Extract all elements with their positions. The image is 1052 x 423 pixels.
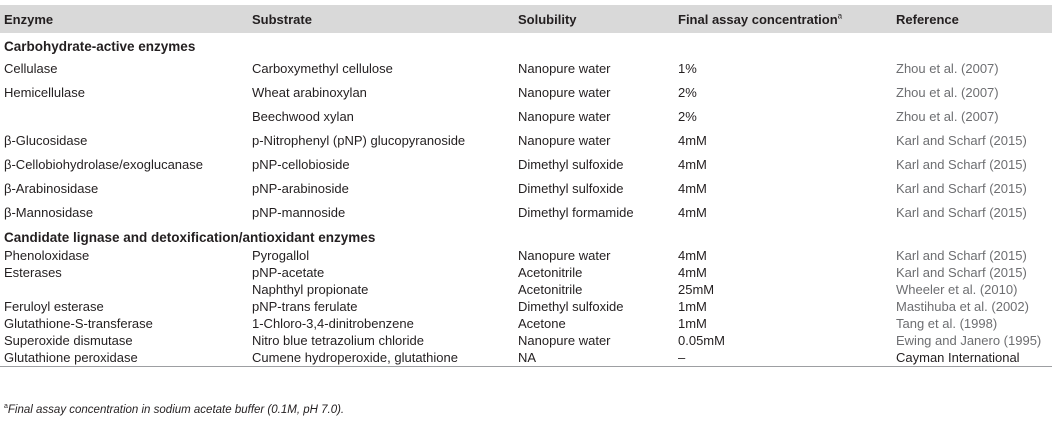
table-row	[0, 298, 1052, 315]
cell-reference: Zhou et al. (2007)	[896, 84, 999, 100]
cell-concentration: 0.05mM	[678, 333, 725, 348]
cell-solubility: Nanopure water	[518, 132, 611, 148]
footnote-mark: a	[4, 403, 8, 411]
cell-substrate: Carboxymethyl cellulose	[252, 60, 393, 76]
table-row	[0, 56, 1052, 80]
table-row	[0, 128, 1052, 152]
cell-solubility: Nanopure water	[518, 108, 611, 124]
cell-reference: Zhou et al. (2007)	[896, 60, 999, 76]
cell-reference: Wheeler et al. (2010)	[896, 282, 1018, 297]
header-concentration	[674, 5, 892, 33]
cell-reference: Zhou et al. (2007)	[896, 108, 999, 124]
cell-substrate: Naphthyl propionate	[252, 282, 369, 297]
cell-enzyme: β-Mannosidase	[4, 204, 94, 220]
cell-enzyme: Esterases	[4, 265, 62, 280]
cell-substrate: Nitro blue tetrazolium chloride	[252, 333, 424, 348]
table-row	[0, 281, 1052, 298]
section-title: Candidate lignase and detoxification/antioxidant enzymes	[4, 230, 376, 245]
footnote-text: Final assay concentration in sodium acetate buffer (0.1M, pH 7.0).	[7, 404, 345, 416]
cell-reference: Karl and Scharf (2015)	[896, 132, 1027, 148]
cell-enzyme	[0, 281, 248, 298]
table-footnote	[4, 404, 344, 416]
cell-enzyme: Glutathione peroxidase	[0, 349, 248, 366]
section-title: Carbohydrate-active enzymes	[4, 39, 196, 54]
cell-concentration: 4mM	[678, 265, 707, 280]
cell-concentration: 2%	[678, 84, 697, 100]
table-row	[0, 80, 1052, 104]
cell-concentration: 1mM	[678, 299, 707, 314]
cell-substrate: p-Nitrophenyl (pNP) glucopyranoside	[252, 132, 466, 148]
cell-reference: Karl and Scharf (2015)	[896, 204, 1027, 220]
cell-reference: Karl and Scharf (2015)	[896, 248, 1027, 263]
cell-solubility: NA	[514, 349, 674, 366]
table-row	[0, 176, 1052, 200]
cell-solubility: Nanopure water	[518, 248, 611, 263]
cell-substrate: pNP-mannoside	[252, 204, 346, 220]
cell-enzyme: Phenoloxidase	[4, 248, 90, 263]
cell-reference: Mastihuba et al. (2002)	[896, 299, 1029, 314]
cell-substrate: Beechwood xylan	[252, 108, 354, 124]
cell-enzyme: Feruloyl esterase	[4, 299, 104, 314]
table-row	[0, 349, 1052, 366]
table-row	[0, 200, 1052, 224]
cell-solubility: Nanopure water	[518, 60, 611, 76]
cell-reference: Tang et al. (1998)	[896, 316, 998, 331]
cell-concentration: 4mM	[678, 180, 707, 196]
cell-solubility: Nanopure water	[518, 84, 611, 100]
cell-solubility: Dimethyl sulfoxide	[518, 180, 624, 196]
cell-reference: Cayman International	[892, 349, 1052, 366]
cell-enzyme: Glutathione-S-transferase	[4, 316, 153, 331]
table-row	[0, 332, 1052, 349]
cell-solubility: Acetone	[518, 316, 566, 331]
cell-enzyme: β-Glucosidase	[4, 132, 88, 148]
cell-substrate: Pyrogallol	[252, 248, 310, 263]
cell-concentration: 4mM	[678, 204, 707, 220]
cell-reference: Karl and Scharf (2015)	[896, 180, 1027, 196]
cell-reference: Ewing and Janero (1995)	[896, 333, 1042, 348]
cell-enzyme	[0, 104, 248, 128]
header-row	[0, 5, 1052, 33]
table-row	[0, 315, 1052, 332]
enzyme-assay-table	[0, 5, 1052, 367]
cell-concentration: 25mM	[678, 282, 715, 297]
cell-substrate: pNP-acetate	[252, 265, 325, 280]
cell-concentration: 4mM	[678, 156, 707, 172]
cell-enzyme: Cellulase	[4, 60, 58, 76]
header-enzyme: Enzyme	[4, 11, 54, 27]
cell-concentration: 2%	[678, 108, 697, 124]
header-concentration-footnote-mark: a	[837, 11, 843, 21]
cell-solubility: Dimethyl formamide	[518, 204, 634, 220]
table-row	[0, 104, 1052, 128]
cell-substrate: pNP-cellobioside	[252, 156, 350, 172]
cell-reference: Karl and Scharf (2015)	[896, 265, 1027, 280]
cell-solubility: Nanopure water	[518, 333, 611, 348]
cell-substrate: Cumene hydroperoxide, glutathione	[248, 349, 514, 366]
section-header-row	[0, 224, 1052, 247]
cell-solubility: Dimethyl sulfoxide	[518, 299, 624, 314]
table-row	[0, 152, 1052, 176]
cell-concentration: –	[674, 349, 892, 366]
table-row	[0, 247, 1052, 264]
cell-enzyme: Superoxide dismutase	[4, 333, 133, 348]
cell-concentration: 1%	[678, 60, 697, 76]
cell-enzyme: β-Arabinosidase	[4, 180, 99, 196]
cell-substrate: pNP-trans ferulate	[252, 299, 358, 314]
header-reference: Reference	[896, 11, 959, 27]
header-solubility: Solubility	[518, 11, 577, 27]
header-concentration-label: Final assay concentration	[678, 11, 838, 27]
cell-solubility: Acetonitrile	[518, 265, 583, 280]
cell-substrate: Wheat arabinoxylan	[252, 84, 367, 100]
cell-enzyme: β-Cellobiohydrolase/exoglucanase	[4, 156, 203, 172]
section-header-row	[0, 33, 1052, 56]
cell-solubility: Dimethyl sulfoxide	[518, 156, 624, 172]
cell-reference: Karl and Scharf (2015)	[896, 156, 1027, 172]
cell-solubility: Acetonitrile	[518, 282, 583, 297]
cell-substrate: pNP-arabinoside	[252, 180, 349, 196]
table-row	[0, 264, 1052, 281]
cell-enzyme: Hemicellulase	[4, 84, 85, 100]
header-substrate: Substrate	[252, 11, 312, 27]
cell-concentration: 4mM	[678, 248, 707, 263]
cell-substrate: 1-Chloro-3,4-dinitrobenzene	[252, 316, 414, 331]
cell-concentration: 4mM	[678, 132, 707, 148]
cell-concentration: 1mM	[678, 316, 707, 331]
